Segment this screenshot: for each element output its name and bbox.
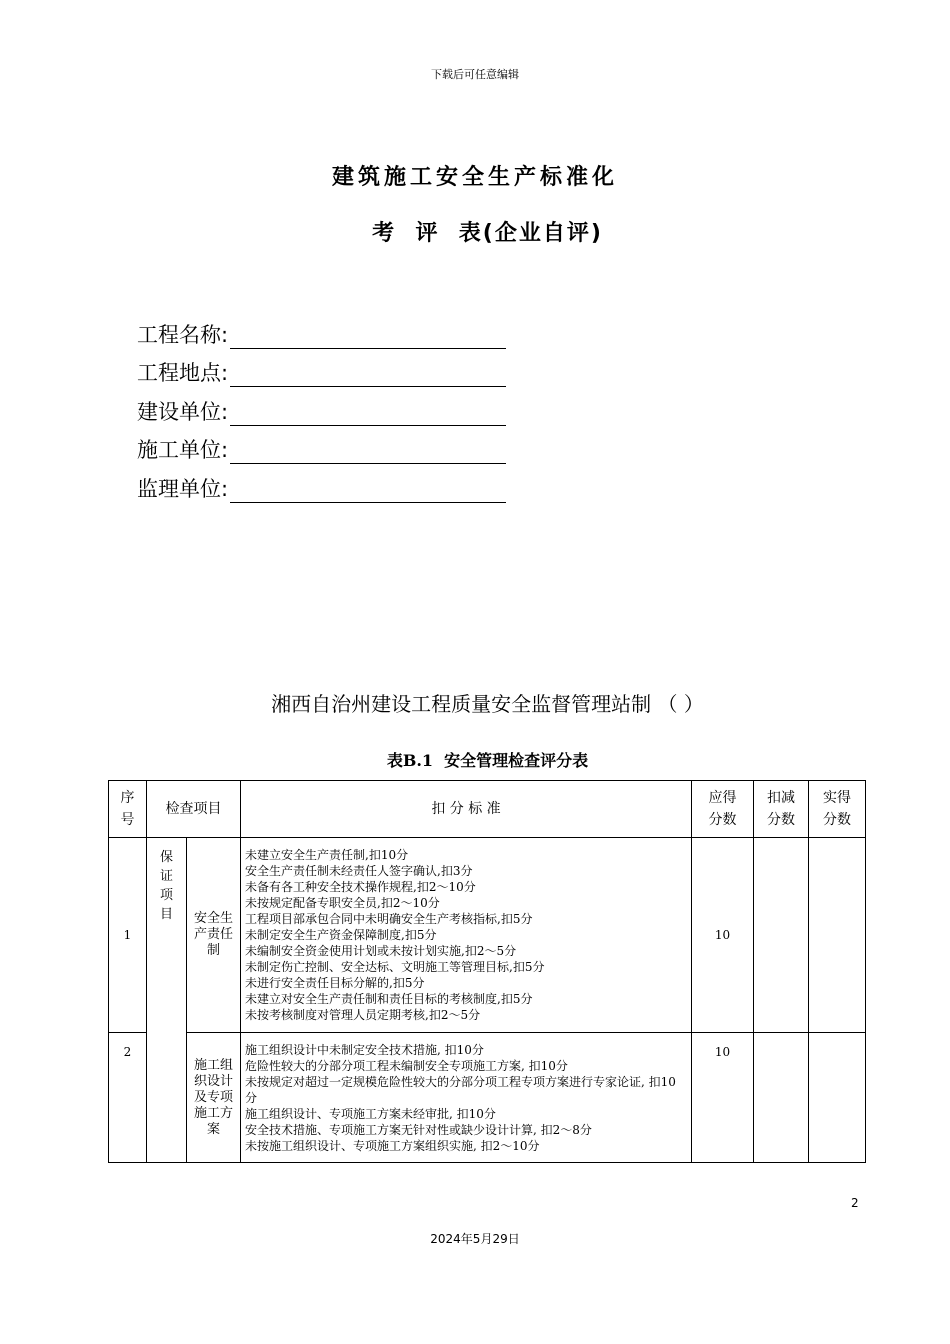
- criteria-line: 未备有各工种安全技术操作规程,扣2～10分: [245, 880, 476, 894]
- header-note: 下载后可任意编辑: [431, 68, 519, 81]
- criteria-line: 安全技术措施、专项施工方案无针对性或缺少设计计算, 扣2～8分: [245, 1123, 592, 1137]
- criteria-line: 安全生产责任制未经责任人签字确认,扣3分: [245, 864, 473, 878]
- page-number: 2: [851, 1196, 859, 1210]
- header-criteria: 扣 分 标 准: [241, 781, 692, 838]
- due-points-cell: 10: [692, 1033, 754, 1163]
- document-subtitle: 考 评 表(企业自评): [372, 221, 603, 246]
- field-project-location: [137, 349, 506, 388]
- criteria-line: 未按施工组织设计、专项施工方案组织实施, 扣2～10分: [245, 1139, 540, 1153]
- document-title: 建筑施工安全生产标准化: [331, 165, 618, 190]
- field-label: 建设单位:: [137, 399, 229, 424]
- criteria-line: 未按规定配备专职安全员,扣2～10分: [245, 896, 440, 910]
- field-builder-unit: [137, 426, 506, 465]
- criteria-line: 危险性较大的分部分项工程未编制安全专项施工方案, 扣10分: [245, 1059, 568, 1073]
- table-header-row: [109, 781, 866, 838]
- criteria-line: 工程项目部承包合同中未明确安全生产考核指标,扣5分: [245, 912, 533, 926]
- table-row: [109, 838, 866, 1033]
- blank-line[interactable]: [230, 362, 506, 387]
- blank-line[interactable]: [230, 439, 506, 464]
- row-seq: 1: [109, 838, 147, 1033]
- criteria-cell: [241, 838, 692, 1033]
- criteria-line: 未按考核制度对管理人员定期考核,扣2～5分: [245, 1008, 481, 1022]
- header-seq: 序号: [109, 781, 147, 838]
- criteria-line: 未制定伤亡控制、安全达标、文明施工等管理目标,扣5分: [245, 960, 545, 974]
- category-cell: 保证项目: [147, 838, 187, 1163]
- field-label: 监理单位:: [137, 476, 229, 501]
- safety-scoring-table: [108, 780, 866, 1163]
- deduct-points-cell[interactable]: [754, 1033, 809, 1163]
- field-label: 施工单位:: [137, 438, 229, 462]
- actual-points-cell[interactable]: [809, 838, 866, 1033]
- check-item-cell: 安全生产责任制: [187, 838, 241, 1033]
- blank-line[interactable]: [230, 324, 506, 349]
- footer-date: 2024年5月29日: [430, 1232, 520, 1246]
- criteria-line: 未建立安全生产责任制,扣10分: [245, 848, 409, 862]
- criteria-line: 施工组织设计、专项施工方案未经审批, 扣10分: [245, 1107, 496, 1121]
- check-item-cell: 施工组织设计及专项施工方案: [187, 1033, 241, 1163]
- criteria-line: 未进行安全责任目标分解的,扣5分: [245, 976, 425, 990]
- field-project-name: [137, 310, 506, 349]
- blank-line[interactable]: [230, 401, 506, 426]
- criteria-cell: [241, 1033, 692, 1163]
- table-row: [109, 1033, 866, 1163]
- criteria-line: 未按规定对超过一定规模危险性较大的分部分项工程专项方案进行专家论证, 扣10分: [245, 1075, 676, 1105]
- project-info-fields: [137, 310, 506, 503]
- criteria-line: 未制定安全生产资金保障制度,扣5分: [245, 928, 437, 942]
- table-title: 表B.1 安全管理检查评分表: [386, 751, 589, 770]
- issuing-station: 湘西自治州建设工程质量安全监督管理站制 （ ）: [271, 692, 704, 716]
- field-construction-unit: [137, 387, 506, 426]
- actual-points-cell[interactable]: [809, 1033, 866, 1163]
- field-label: 工程地点:: [137, 361, 229, 385]
- header-deduct-points: 扣减分数: [754, 781, 809, 838]
- field-supervision-unit: [137, 464, 506, 503]
- header-check-item: 检查项目: [147, 781, 241, 838]
- criteria-line: 未建立对安全生产责任制和责任目标的考核制度,扣5分: [245, 992, 533, 1006]
- row-seq: 2: [109, 1033, 147, 1163]
- header-actual-points: 实得分数: [809, 781, 866, 838]
- due-points-cell: 10: [692, 838, 754, 1033]
- blank-line[interactable]: [230, 478, 506, 503]
- deduct-points-cell[interactable]: [754, 838, 809, 1033]
- field-label: 工程名称:: [137, 322, 229, 347]
- criteria-line: 未编制安全资金使用计划或未按计划实施,扣2～5分: [245, 944, 517, 958]
- criteria-line: 施工组织设计中未制定安全技术措施, 扣10分: [245, 1043, 484, 1057]
- header-due-points: 应得分数: [692, 781, 754, 838]
